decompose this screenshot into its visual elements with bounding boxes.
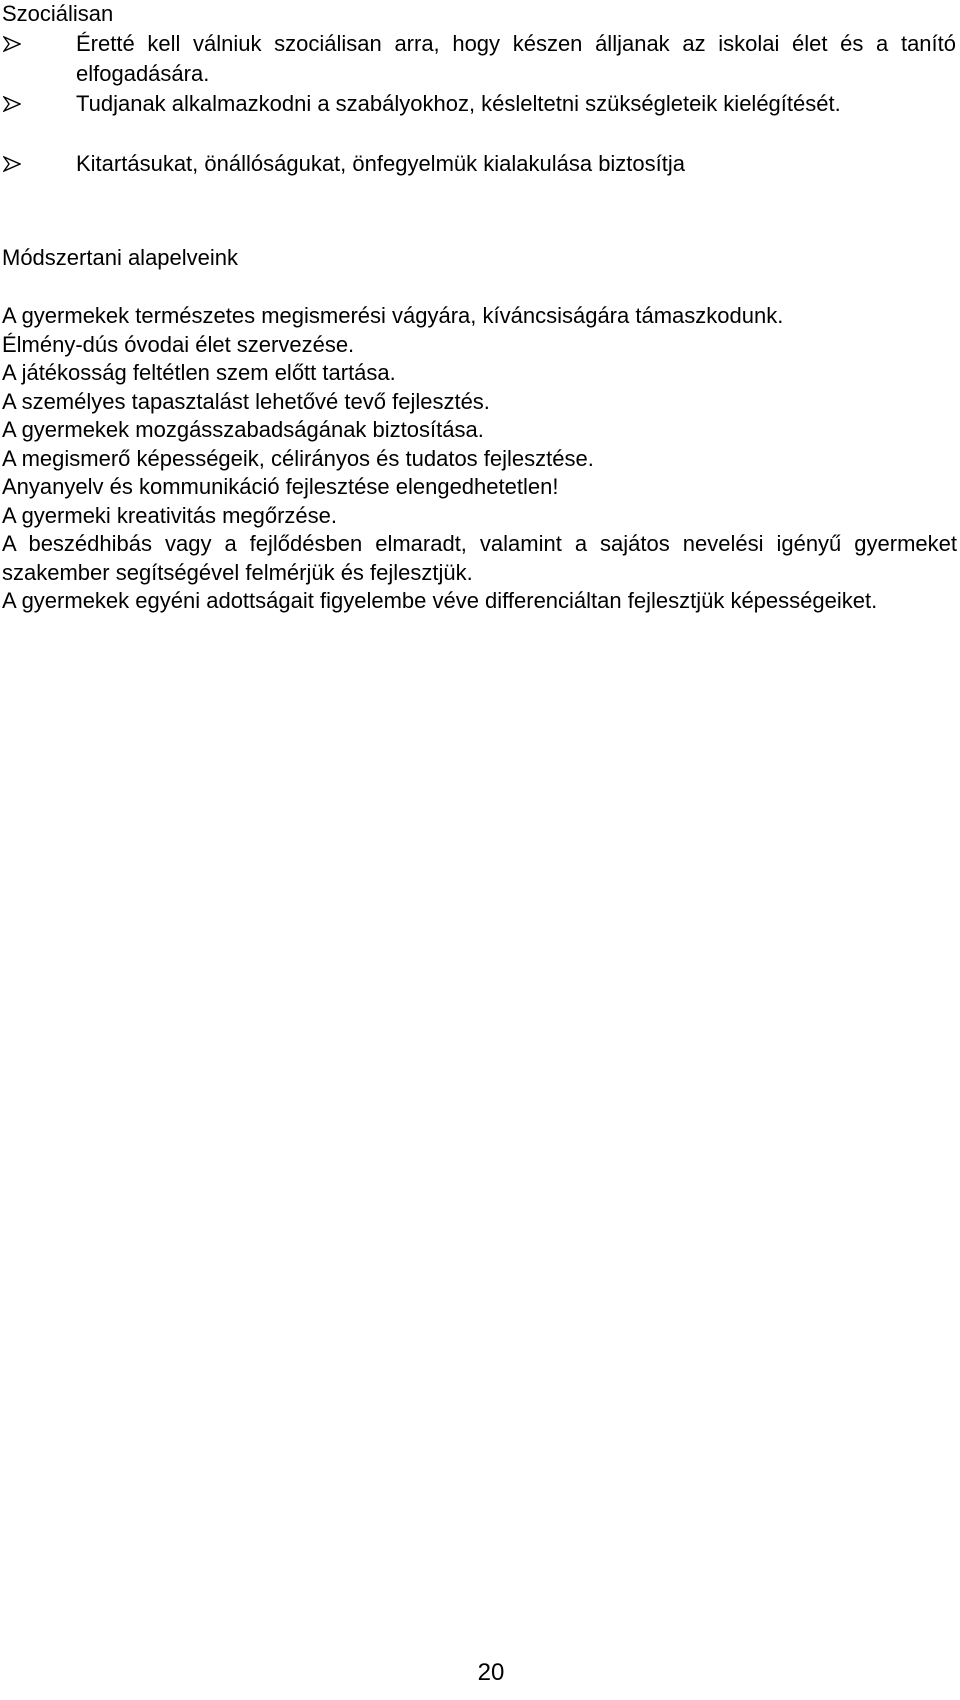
bullet-text: Éretté kell válniuk szociálisan arra, hogy készen álljanak az iskolai élet és a tanító elfogadására. [76, 31, 956, 86]
list-item: A gyermekek mozgásszabadságának biztosítása. [2, 417, 484, 442]
arrowhead-bullet-icon [3, 36, 21, 52]
section-heading-method: Módszertani alapelveink [2, 245, 239, 270]
page-number: 20 [477, 1659, 505, 1686]
list-item [0, 29, 956, 89]
list-item: A gyermekek természetes megismerési vágyára, kíváncsiságára támaszkodunk. [2, 303, 784, 328]
list-item [0, 89, 956, 149]
list-item: A személyes tapasztalást lehetővé tevő fejlesztés. [2, 388, 490, 414]
list-item: A gyermeki kreativitás megőrzése. [2, 502, 338, 528]
list-item: Anyanyelv és kommunikáció fejlesztése elengedhetetlen! [2, 474, 559, 499]
list-item: A beszédhibás vagy a fejlődésben elmaradt, valamint a sajátos nevelési igényű gyermeket szakember segítségével felmérjük és fejlesztjük. [2, 531, 957, 585]
list-item: A gyermekek egyéni adottságait figyelembe véve differenciáltan fejlesztjük képességeiket. [2, 588, 878, 613]
arrowhead-bullet-icon [3, 96, 21, 112]
list-item: A játékosság feltétlen szem előtt tartása. [2, 360, 396, 385]
social-bullet-list [0, 29, 956, 179]
list-item: A megismerő képességeik, célirányos és tudatos fejlesztése. [2, 445, 594, 471]
bullet-text: Kitartásukat, önállóságukat, önfegyelmük kialakulása biztosítja [76, 151, 686, 176]
section-heading-social: Szociálisan [2, 1, 114, 26]
list-item [0, 149, 956, 179]
arrowhead-bullet-icon [3, 156, 21, 172]
method-paragraph-list [2, 302, 957, 616]
bullet-text: Tudjanak alkalmazkodni a szabályokhoz, késleltetni szükségleteik kielégítését. [76, 91, 841, 116]
list-item: Élmény-dús óvodai élet szervezése. [2, 331, 355, 357]
